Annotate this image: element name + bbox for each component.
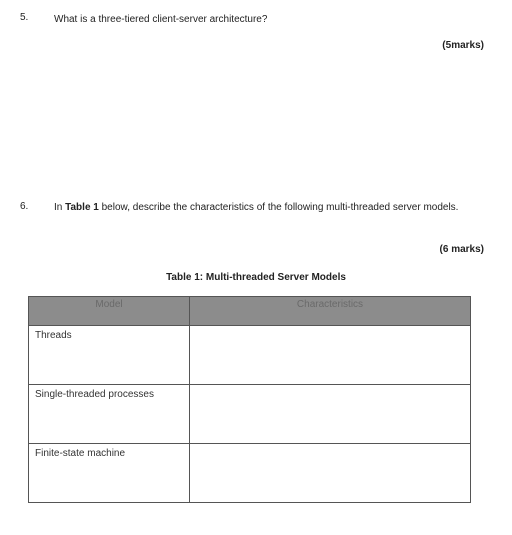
question-6-text <box>54 200 484 216</box>
characteristics-cell-finite-state-machine[interactable] <box>190 444 471 503</box>
question-6-text-suffix: below, describe the characteristics of the following multi-threaded server models. <box>98 202 459 213</box>
model-cell-finite-state-machine: Finite-state machine <box>29 444 190 503</box>
question-5-marks: (5marks) <box>442 40 484 51</box>
table-header-row <box>29 297 471 326</box>
table-row <box>29 326 471 385</box>
table-row <box>29 444 471 503</box>
header-characteristics: Characteristics <box>190 297 471 326</box>
characteristics-cell-single-threaded-processes[interactable] <box>190 385 471 444</box>
table-caption: Table 1: Multi-threaded Server Models <box>166 272 346 283</box>
table-row <box>29 385 471 444</box>
question-5-number: 5. <box>20 12 29 23</box>
question-6-number: 6. <box>20 201 29 212</box>
question-6-text-prefix: In <box>54 202 66 213</box>
question-6-marks: (6 marks) <box>439 244 484 255</box>
question-6-table-reference: Table 1 <box>65 202 99 213</box>
models-table <box>28 296 471 503</box>
header-model: Model <box>29 297 190 326</box>
characteristics-cell-threads[interactable] <box>190 326 471 385</box>
model-cell-single-threaded-processes: Single-threaded processes <box>29 385 190 444</box>
question-5-text: What is a three-tiered client-server architecture? <box>54 14 268 25</box>
model-cell-threads: Threads <box>29 326 190 385</box>
